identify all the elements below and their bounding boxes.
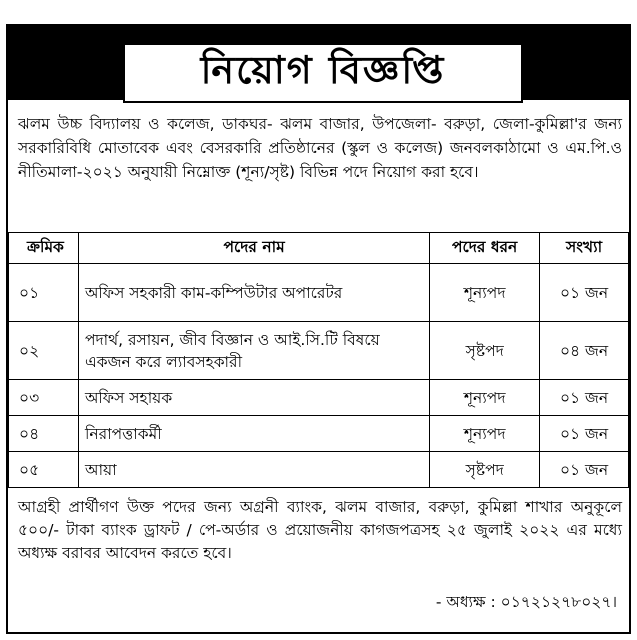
row-serial: ০৩ <box>9 380 79 416</box>
notice-intro: ঝলম উচ্চ বিদ্যালয় ও কলেজ, ডাকঘর- ঝলম বাজার, উপজেলা- বরুড়া, জেলা-কুমিল্লা'র জন্য সরকারিবিধি মোতাবেক এবং বেসরকারি প্রতিষ্ঠানের (স্কুল ও কলেজ) জনবলকাঠামো ও এম.পি.ও নীতিমালা-২০২১ অনুযায়ী নিম্নোক্ত (শূন্য/সৃষ্ট) বিভিন্ন পদে নিয়োগ করা হবে। <box>18 115 622 181</box>
row-post-count: ০১ জন <box>540 264 629 322</box>
header-type: পদের ধরন <box>430 233 540 264</box>
row-post-type: সৃষ্টপদ <box>430 452 540 488</box>
table-row <box>9 416 629 452</box>
row-post-count: ০১ জন <box>540 416 629 452</box>
row-post-type: শূন্যপদ <box>430 416 540 452</box>
row-post-name: পদার্থ, রসায়ন, জীব বিজ্ঞান ও আই.সি.টি বিষয়ে একজন করে ল্যাবসহকারী <box>78 322 429 380</box>
table-row <box>9 380 629 416</box>
row-post-count: ০১ জন <box>540 452 629 488</box>
title-band <box>8 26 629 100</box>
notice-frame <box>6 24 631 634</box>
header-count: সংখ্যা <box>540 233 629 264</box>
row-serial: ০১ <box>9 264 79 322</box>
row-serial: ০৫ <box>9 452 79 488</box>
header-serial: ক্রমিক <box>9 233 79 264</box>
posts-table <box>8 232 629 488</box>
row-post-type: শূন্যপদ <box>430 380 540 416</box>
row-post-name: অফিস সহায়ক <box>78 380 429 416</box>
table-row <box>9 322 629 380</box>
principal-contact: - অধ্যক্ষ : ০১৭২১২৭৮০২৭। <box>435 593 617 611</box>
application-instructions: আগ্রহী প্রার্থীগণ উক্ত পদের জন্য অগ্রনী ব্যাংক, ঝলম বাজার, বরুড়া, কুমিল্লা শাখার অনুকূলে ৫০০/- টাকা ব্যাংক ড্রাফট / পে-অর্ডার ও প্রয়োজনীয় কাগজপত্রসহ ২৫ জুলাই ২০২২ এর মধ্যে অধ্যক্ষ বরাবর আবেদন করতে হবে। <box>18 498 622 562</box>
table-header-row <box>9 233 629 264</box>
row-post-count: ০১ জন <box>540 380 629 416</box>
table-row <box>9 264 629 322</box>
row-post-type: শূন্যপদ <box>430 264 540 322</box>
row-post-type: সৃষ্টপদ <box>430 322 540 380</box>
row-post-name: আয়া <box>78 452 429 488</box>
row-post-count: ০৪ জন <box>540 322 629 380</box>
row-post-name: অফিস সহকারী কাম-কম্পিউটার অপারেটর <box>78 264 429 322</box>
row-post-name: নিরাপত্তাকর্মী <box>78 416 429 452</box>
row-serial: ০৪ <box>9 416 79 452</box>
header-name: পদের নাম <box>78 233 429 264</box>
row-serial: ০২ <box>9 322 79 380</box>
table-row <box>9 452 629 488</box>
notice-title: নিয়োগ বিজ্ঞপ্তি <box>123 43 523 103</box>
